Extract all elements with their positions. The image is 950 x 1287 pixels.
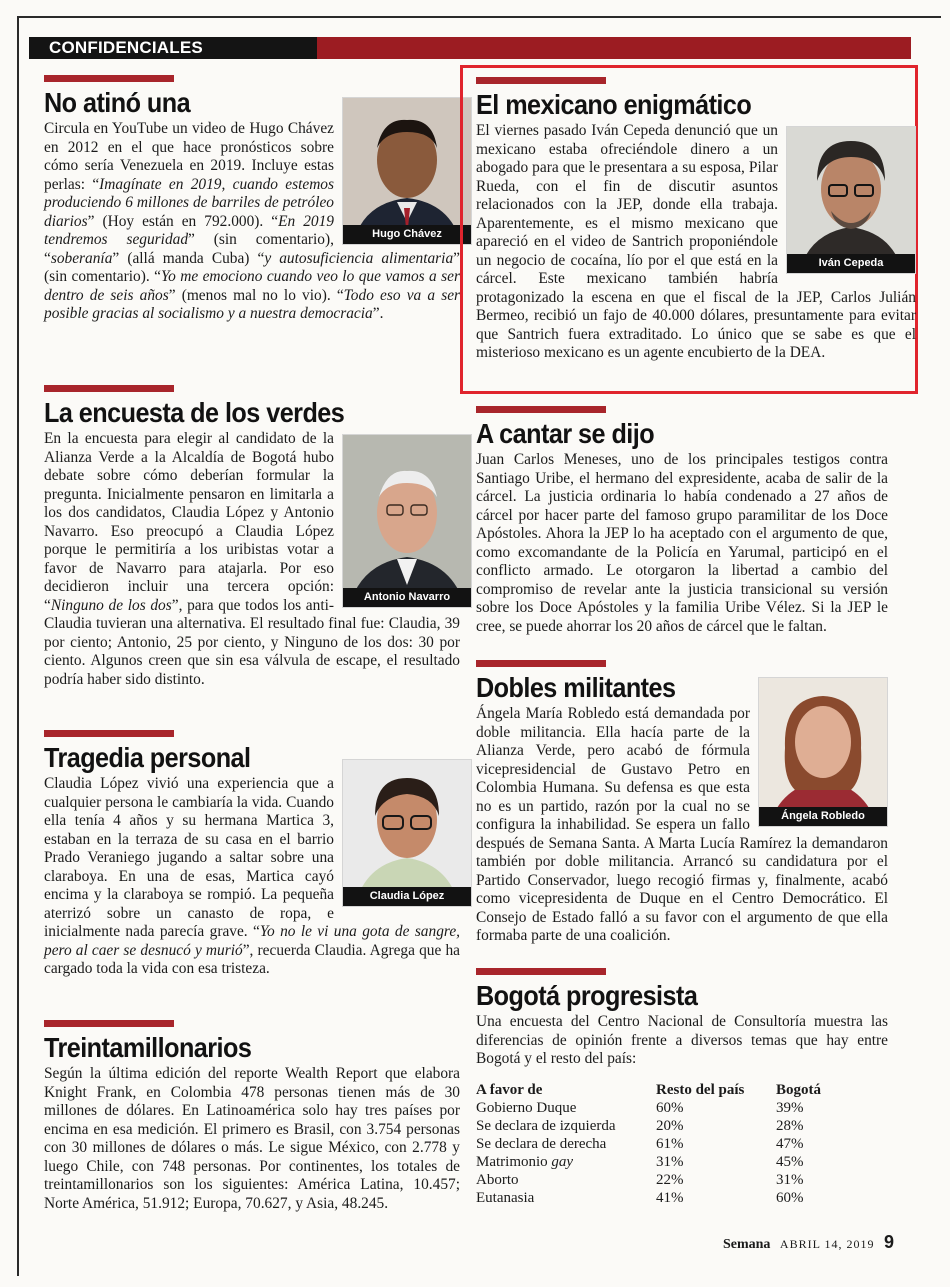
italic-quote: Yo no le vi una gota de sangre, pero al caer se desnucó y murió — [44, 923, 460, 959]
photo-caption: Ángela Robledo — [759, 807, 887, 826]
text-run: El viernes pasado Iván Cepeda denunció que un mexicano estaba ofreciéndole dinero a un abogado para que le presentara a su esposa, Pilar Rueda, con el fin de discutir asuntos relacionados con la JEP, donde ella trabaja. Aparentemente, es el mismo mexicano que apareció en el video de Santrich proponiéndole un negocio de cocaína, lío por el que está en la cárcel. Este mexicano también habría protagonizado la escena en que el fiscal de la JEP, Carlos Julián Bermeo, recibió un fajo de 40.000 dólares, presuntamente para evitar que Santrich fuera extraditado. Lo único que se sabe es que el misterioso mexicano es un agente encubierto de la DEA. — [476, 122, 916, 361]
text-run: ”, recuerda Claudia. Agrega que ha cargado toda la vida con esa tristeza. — [44, 941, 460, 977]
text-run: ” (Hoy están en 792.000). “ — [87, 212, 279, 230]
section-label: CONFIDENCIALES — [29, 37, 317, 59]
poll-label: Aborto — [476, 1171, 519, 1188]
footer-brand: Semana — [722, 1237, 771, 1252]
article-headline: A cantar se dijo — [476, 418, 655, 449]
poll-bogota-value: 39% — [776, 1099, 804, 1116]
article-kicker — [476, 660, 606, 667]
italic-quote: y autosuficiencia alimentaria — [264, 249, 454, 267]
text-run: ” (menos mal no lo vio). “ — [168, 286, 344, 304]
poll-label-italic: gay — [551, 1153, 574, 1170]
article-headline: No atinó una — [44, 87, 191, 118]
article-no-atino — [44, 75, 460, 324]
text-run: Juan Carlos Meneses, uno de los principales testigos contra Santiago Uribe, el hermano del expresidente, acaba de salir de la cárcel. La justicia ordinaria lo había condenado a 27 años de cárcel por hacer parte del famoso grupo paramilitar de los Doce Apóstoles. Ahora la JEP lo ha aceptado con el argumento de que, como excomandante de la Policía en Yarumal, participó en el conflicto armado. Le otorgaron la libertad a cambio del compromiso de revelar ante la justicia transicional su versión sobre los Doce Apóstoles y la familia Uribe Vélez. Si la JEP le cree, se puede ahorrar los 20 años de cárcel que le faltan. — [476, 451, 888, 635]
poll-header: Bogotá — [776, 1081, 821, 1098]
poll-table — [476, 1081, 821, 1207]
article-kicker — [476, 406, 606, 413]
article-treintamillonarios — [44, 1020, 460, 1213]
photo-caption: Iván Cepeda — [787, 254, 915, 273]
text-run: En la encuesta para elegir al candidato de la Alianza Verde a la Alcaldía de Bogotá hubo debate sobre cómo deberían formular la pregunta. Inicialmente pensaron en limitarla a los dos candidatos, Claudia López y Antonio Navarro. Eso preocupó a Claudia López porque le permitiría a los uribistas votar a favor de Navarro para atajarla. Por eso decidieron incluir una tercera opción: “ — [44, 430, 334, 614]
poll-rest-value: 61% — [656, 1135, 684, 1152]
poll-bogota-value: 28% — [776, 1117, 804, 1134]
article-kicker — [44, 385, 174, 392]
article-kicker — [44, 75, 174, 82]
article-body — [476, 1013, 888, 1069]
photo-antonio-navarro — [342, 434, 472, 608]
poll-rest-value: 31% — [656, 1153, 684, 1170]
italic-quote: En 2019 tendremos seguridad — [44, 212, 334, 248]
poll-label: Se declara de izquierda — [476, 1117, 616, 1134]
poll-bogota-value: 31% — [776, 1171, 804, 1188]
poll-row — [476, 1135, 821, 1153]
text-run: Circula en YouTube un video de Hugo Chávez en 2012 en el que hace pronósticos sobre cómo sería Venezuela en 2019. Incluye estas perlas: “ — [44, 120, 334, 193]
poll-rest-value: 20% — [656, 1117, 684, 1134]
photo-ivan-cepeda — [786, 126, 916, 274]
text-run: Una encuesta del Centro Nacional de Consultoría muestra las diferencias de opinión frente a diversos temas que hay entre Bogotá y el resto del país: — [476, 1013, 888, 1067]
portrait-image — [343, 98, 471, 244]
article-dobles — [476, 660, 888, 946]
text-run: Según la última edición del reporte Wealth Report que elabora Knight Frank, en Colombia 478 personas tienen más de 30 millones de dólares. En Latinoamérica solo hay tres países por encima en esa medición. El primero es Brasil, con 3.754 personas con 30 millones de dólares o más. Le sigue México, con 2.778 y luego Chile, con 748 personas. Por continentes, los totales de treintamillonarios son los siguientes: América Latina, 10.457; Norte América, 51.912; Europa, 70.627, y Asia, 48.245. — [44, 1065, 460, 1212]
photo-angela-robledo — [758, 677, 888, 827]
article-bogota — [476, 968, 888, 1207]
article-headline: El mexicano enigmático — [476, 89, 752, 120]
article-kicker — [44, 730, 174, 737]
poll-row — [476, 1189, 821, 1207]
article-mexicano — [476, 77, 916, 363]
poll-row — [476, 1099, 821, 1117]
portrait-image — [759, 678, 887, 826]
photo-hugo-chavez — [342, 97, 472, 245]
poll-header-row — [476, 1081, 821, 1099]
text-run: ”. — [372, 305, 384, 322]
photo-caption: Antonio Navarro — [343, 588, 471, 607]
photo-caption: Hugo Chávez — [343, 225, 471, 244]
poll-row — [476, 1117, 821, 1135]
italic-quote: Todo eso va a ser posible gracias al socialismo y a nuestra democracia — [44, 286, 461, 322]
article-headline: La encuesta de los verdes — [44, 397, 345, 428]
portrait-image — [343, 435, 471, 607]
poll-row — [476, 1171, 821, 1189]
article-headline: Tragedia personal — [44, 742, 251, 773]
article-encuesta-verdes — [44, 385, 460, 689]
article-kicker — [476, 968, 606, 975]
article-tragedia — [44, 730, 460, 979]
italic-quote: Imagínate en 2019, cuando estemos produciendo 6 millones de barriles de petróleo diarios — [44, 175, 334, 230]
poll-label — [476, 1153, 656, 1171]
italic-quote: Ninguno de los dos — [50, 596, 172, 614]
text-run: ” (sin comentario), “ — [44, 231, 334, 267]
article-headline: Dobles militantes — [476, 672, 676, 703]
poll-row — [476, 1153, 821, 1171]
text-run: ” (sin comentario). “ — [44, 249, 460, 285]
italic-quote: soberanía — [50, 249, 113, 267]
article-kicker — [476, 77, 606, 84]
footer-date: ABRIL 14, 2019 — [779, 1237, 875, 1251]
poll-label: Se declara de derecha — [476, 1135, 607, 1152]
italic-quote: Yo me emociono cuando veo lo que vamos a ser dentro de seis años — [44, 268, 460, 304]
photo-caption: Claudia López — [343, 887, 471, 906]
article-headline: Bogotá progresista — [476, 980, 698, 1011]
text-run: ”, para que todos los anti-Claudia tuvieran una alternativa. El resultado final fue: Claudia, 39 por ciento; Antonio, 25 por ciento, y Ninguno de los dos: 30 por ciento. Algunos creen que sin esa válvula de escape, el resultado podría haber sido distinto. — [44, 596, 460, 688]
poll-bogota-value: 45% — [776, 1153, 804, 1170]
poll-bogota-value: 60% — [776, 1189, 804, 1206]
text-run: Ángela María Robledo está demandada por doble militancia. Ella hacía parte de la Alianza Verde, pero acabó de fórmula vicepresidencial de Gustavo Petro en Colombia Humana. Su defensa es que esta no es un partido, razón por la cual no se configura la inhabilidad. Se espera un fallo después de Semana Santa. A Marta Lucía Ramírez la demandaron también por doble militancia. Arrancó su candidatura por el Partido Conservador, luego recogió firmas y, finalmente, acabó como vicepresidenta de Duque en el Centro Democrático. El Consejo de Estado falló a su favor con el argumento de que ella formaba parte de una coalición. — [476, 705, 888, 944]
article-body — [476, 451, 888, 636]
text-run: Claudia López vivió una experiencia que a cualquier persona le cambiaría la vida. Cuando ella tenía 4 años y su hermana Martica 3, estaban en la terraza de su casa en el barrio Prado Veraniego jugando a saltar sobre una claraboya. En una de esas, Martica cayó encima y la claraboya se rompió. La pequeña aterrizó sobre un canasto de ropa, e inicialmente nada parecía grave. “ — [44, 775, 334, 940]
article-headline: Treintamillonarios — [44, 1032, 252, 1063]
poll-rest-value: 41% — [656, 1189, 684, 1206]
portrait-image — [343, 760, 471, 906]
poll-rest-value: 22% — [656, 1171, 684, 1188]
poll-label: Gobierno Duque — [476, 1099, 577, 1116]
portrait-image — [787, 127, 915, 273]
article-kicker — [44, 1020, 174, 1027]
page-number: 9 — [883, 1232, 894, 1252]
text-run: ” (allá manda Cuba) “ — [112, 249, 265, 267]
poll-header: A favor de — [476, 1081, 543, 1098]
poll-bogota-value: 47% — [776, 1135, 804, 1152]
poll-label-text: Matrimonio — [476, 1153, 552, 1170]
article-body — [44, 1065, 460, 1213]
photo-claudia-lopez — [342, 759, 472, 907]
poll-label: Eutanasia — [476, 1189, 535, 1206]
poll-header: Resto del país — [656, 1081, 745, 1098]
article-cantar — [476, 406, 888, 636]
poll-rest-value: 60% — [656, 1099, 684, 1116]
page-footer — [723, 1232, 894, 1253]
